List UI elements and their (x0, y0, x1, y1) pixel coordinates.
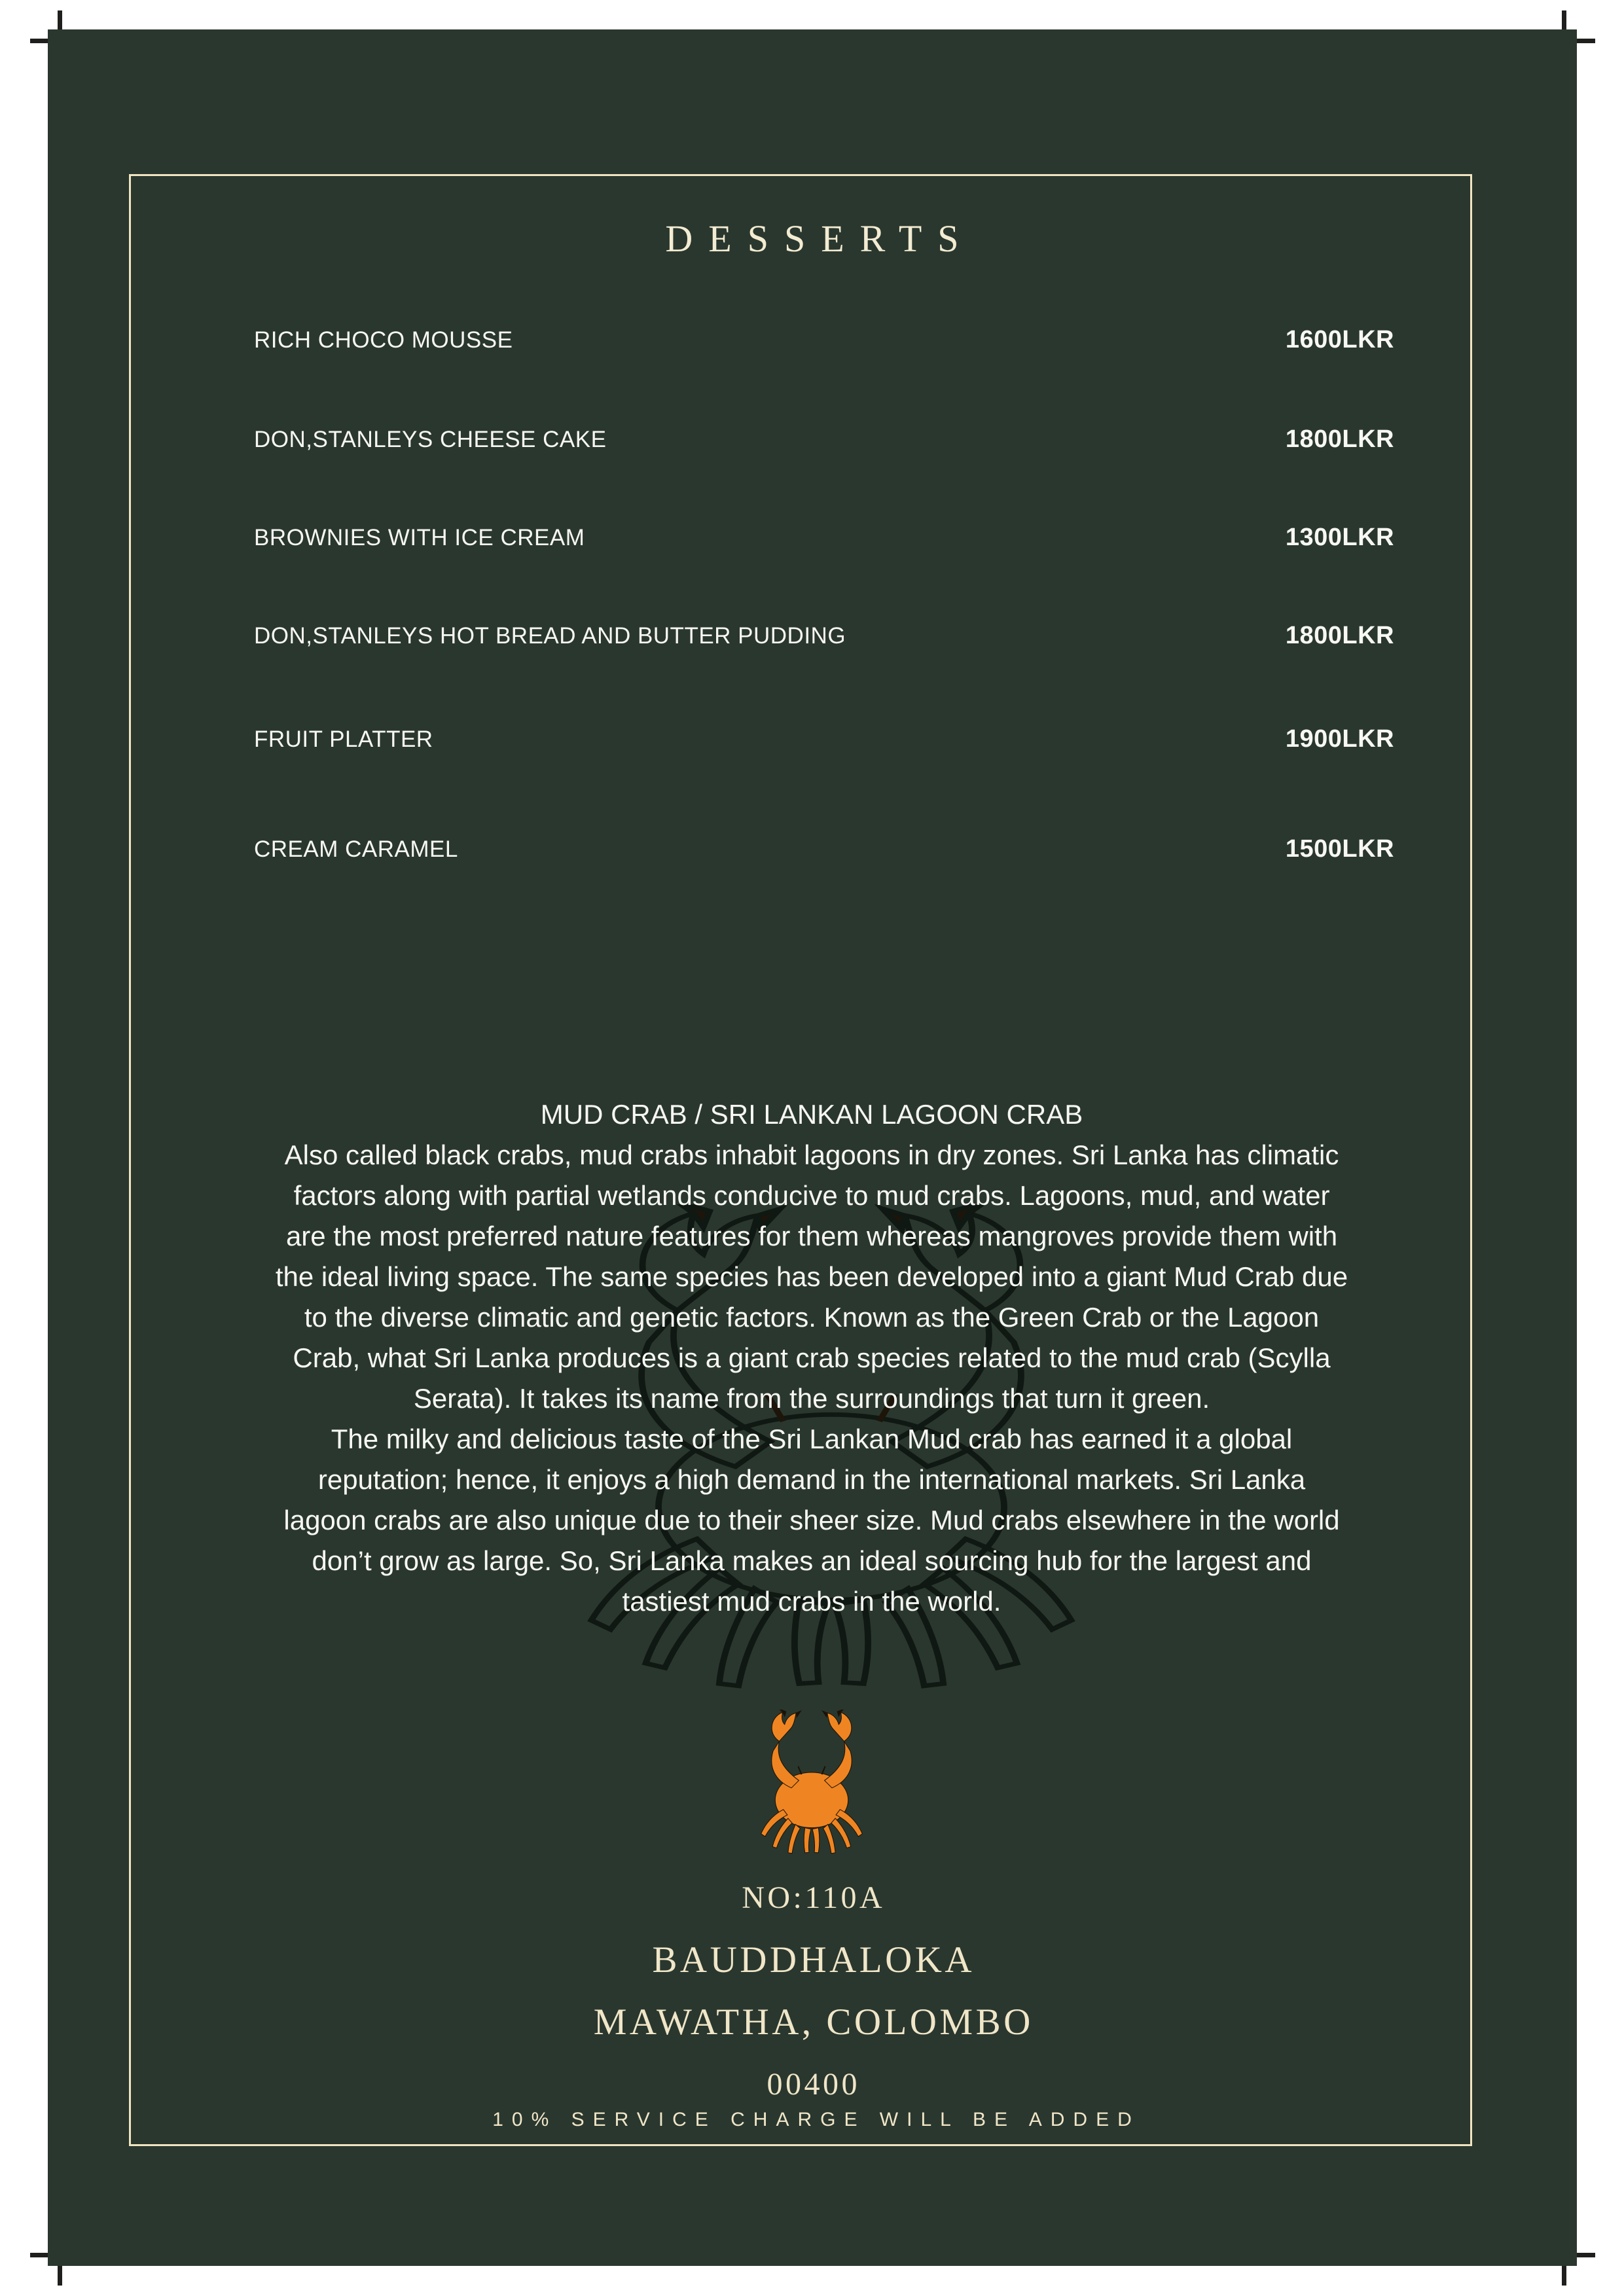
address-line: NO:110A (742, 1880, 886, 1915)
menu-item-name: BROWNIES WITH ICE CREAM (254, 525, 585, 550)
crab-description-heading: MUD CRAB / SRI LANKAN LAGOON CRAB (540, 1099, 1083, 1130)
crop-mark (58, 2266, 62, 2286)
page-title: DESSERTS (665, 217, 975, 260)
menu-item-row (254, 524, 1394, 552)
crop-mark (1562, 2266, 1566, 2286)
menu-item-row (254, 725, 1394, 753)
crab-description-line: The milky and delicious taste of the Sri Lankan Mud crab has earned it a global (331, 1424, 1293, 1454)
crab-logo-icon (751, 1710, 873, 1858)
menu-item-row (254, 835, 1394, 863)
menu-item-price: 1500LKR (1285, 835, 1394, 863)
crab-description-line: Serata). It takes its name from the surroundings that turn it green. (413, 1383, 1210, 1414)
crop-mark (1577, 39, 1595, 43)
crab-description-line: the ideal living space. The same species has been developed into a giant Mud Crab due (275, 1261, 1348, 1292)
service-charge-note: 10% SERVICE CHARGE WILL BE ADDED (492, 2109, 1140, 2130)
crab-description-line: reputation; hence, it enjoys a high demand in the international markets. Sri Lanka (317, 1464, 1306, 1495)
address-line: BAUDDHALOKA (652, 1939, 975, 1981)
menu-item-name: DON,STANLEYS HOT BREAD AND BUTTER PUDDING (254, 623, 846, 649)
crab-description (157, 1094, 1466, 1622)
crab-description-line: don’t grow as large. So, Sri Lanka makes an ideal sourcing hub for the largest and (312, 1545, 1312, 1576)
menu-item-row (254, 425, 1394, 454)
crop-mark (58, 10, 62, 30)
crop-mark (1577, 2253, 1595, 2257)
crab-description-line: tastiest mud crabs in the world. (622, 1586, 1001, 1617)
menu-item-name: DON,STANLEYS CHEESE CAKE (254, 427, 607, 452)
address-line: MAWATHA, COLOMBO (593, 2001, 1034, 2043)
address-line: 00400 (767, 2067, 860, 2102)
menu-item-price: 1800LKR (1285, 425, 1394, 453)
crab-description-line: to the diverse climatic and genetic factors. Known as the Green Crab or the Lagoon (304, 1302, 1320, 1333)
crab-description-line: Crab, what Sri Lanka produces is a giant crab species related to the mud crab (Scylla (293, 1342, 1331, 1373)
crab-description-line: lagoon crabs are also unique due to their sheer size. Mud crabs elsewhere in the world (283, 1505, 1340, 1535)
menu-item-name: CREAM CARAMEL (254, 836, 458, 862)
menu-item-price: 1800LKR (1285, 622, 1394, 649)
menu-item-price: 1300LKR (1285, 524, 1394, 551)
crop-mark (1562, 10, 1566, 30)
menu-item-row (254, 622, 1394, 650)
menu-item-name: RICH CHOCO MOUSSE (254, 327, 513, 353)
crab-description-line: are the most preferred nature features for them whereas mangroves provide them with (285, 1221, 1338, 1251)
menu-item-row (254, 326, 1394, 354)
crop-mark (30, 39, 48, 43)
menu-item-price: 1900LKR (1285, 725, 1394, 753)
menu-item-price: 1600LKR (1285, 326, 1394, 353)
menu-item-name: FRUIT PLATTER (254, 726, 433, 752)
crop-mark (30, 2253, 48, 2257)
restaurant-address (0, 1867, 1624, 2115)
crab-description-line: factors along with partial wetlands conducive to mud crabs. Lagoons, mud, and water (293, 1180, 1330, 1211)
crab-description-line: Also called black crabs, mud crabs inhabit lagoons in dry zones. Sri Lanka has climatic (284, 1139, 1339, 1170)
